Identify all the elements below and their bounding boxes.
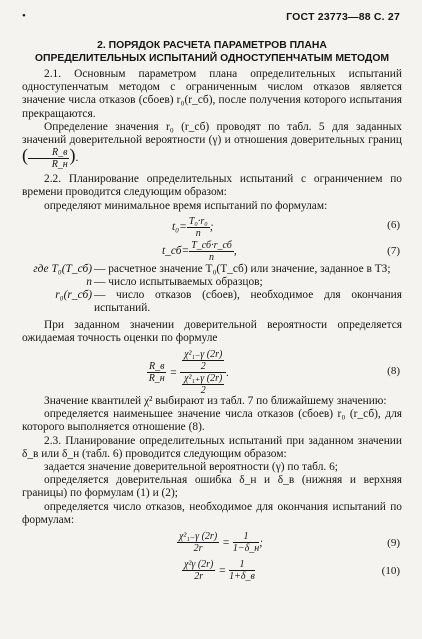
definition-row: n — число испытываемых образцов; [86, 276, 263, 289]
page-mark: • [22, 10, 26, 22]
paragraph-2-3b: определяется доверительная ошибка δ_н и δ_в (нижняя и верхняя границы) по формулам (1) и (2); [22, 474, 402, 500]
formula-9: $\frac{\text{χ²₁₋γ (2r)}}{2r}$ = $\frac{1}{1-\delta\_н}$ ; (9) [179, 531, 400, 555]
standard-header: ГОСТ 23773—88 С. 27 [286, 11, 400, 23]
paragraph-given: При заданном значении доверительной вероятности определяется ожидаемая точность оценки по формуле [22, 318, 402, 344]
definitions [22, 263, 402, 316]
paragraph-2-1: 2.1. Основным параметром плана определительных испытаний одноступенчатым методом с ограниченным числом отказов является значение числа отказов (сбоев) r₀(r_сб), после получения которого испытания прекращаются. [22, 68, 402, 120]
formula-10: $\frac{\text{χ²γ (2r)}}{2r}$ = $\frac{1}{1+\delta\_в}$ (10) [184, 559, 400, 583]
paragraph-2-3c: определяется число отказов, необходимое для окончания испытаний по формулам: [22, 500, 402, 526]
definition-row: где T₀(T_сб) — расчетное значение T₀(T_сб) или значение, заданное в ТЗ; [33, 262, 391, 275]
paragraph-2-2: 2.2. Планирование определительных испытаний с ограничением по времени проводится следующим образом: [22, 173, 402, 199]
formula-6: t₀= $\frac{\text{T₀·r₀}}{n}$ ; (6) [172, 215, 400, 239]
paragraph-2-3: 2.3. Планирование определительных испытаний при заданном значении δ_в или δ_н (табл. 6) проводится следующим образом: [22, 434, 402, 460]
paragraph-2-3a: задается значение доверительной вероятности (γ) по табл. 6; [44, 461, 338, 474]
paragraph-definition: определяется наименьшее значение числа отказов (сбоев) r₀ (r_сб), для которого выполняется отношение (8). [22, 408, 402, 434]
formula-7: t_сб= $\frac{T\_сб\cdot r\_сб}{n}$ , (7) [162, 239, 400, 263]
formula-8: $\frac{R\_в}{R\_н}$ = $\frac{\frac{\text{χ²₁₋γ (2r)}}{2}}{\frac{\text{χ²₁₊γ (2r)}}{2}}$ . (8) [148, 349, 400, 397]
paragraph-quantile: Значение квантилей χ² выбирают из табл. 7 по ближайшему значению: [44, 395, 387, 408]
section-title: 2. ПОРЯДОК РАСЧЕТА ПАРАМЕТРОВ ПЛАНА ОПРЕДЕЛИТЕЛЬНЫХ ИСПЫТАНИЙ ОДНОСТУПЕНЧАТЫМ МЕТОДОМ [34, 40, 390, 64]
definition-row: r₀(r_сб) — число отказов (сбоев), необходимое для окончания испытаний. [55, 289, 402, 315]
paragraph-2-2b: определяют минимальное время испытаний по формулам: [44, 199, 328, 212]
paragraph-2-1b: Определение значения r₀ (r_сб) проводят по табл. 5 для заданных значений доверительной вероятности (γ) и отношения доверительных границ ( $\frac{R\_в}{R\_н}$ ). [22, 120, 402, 171]
